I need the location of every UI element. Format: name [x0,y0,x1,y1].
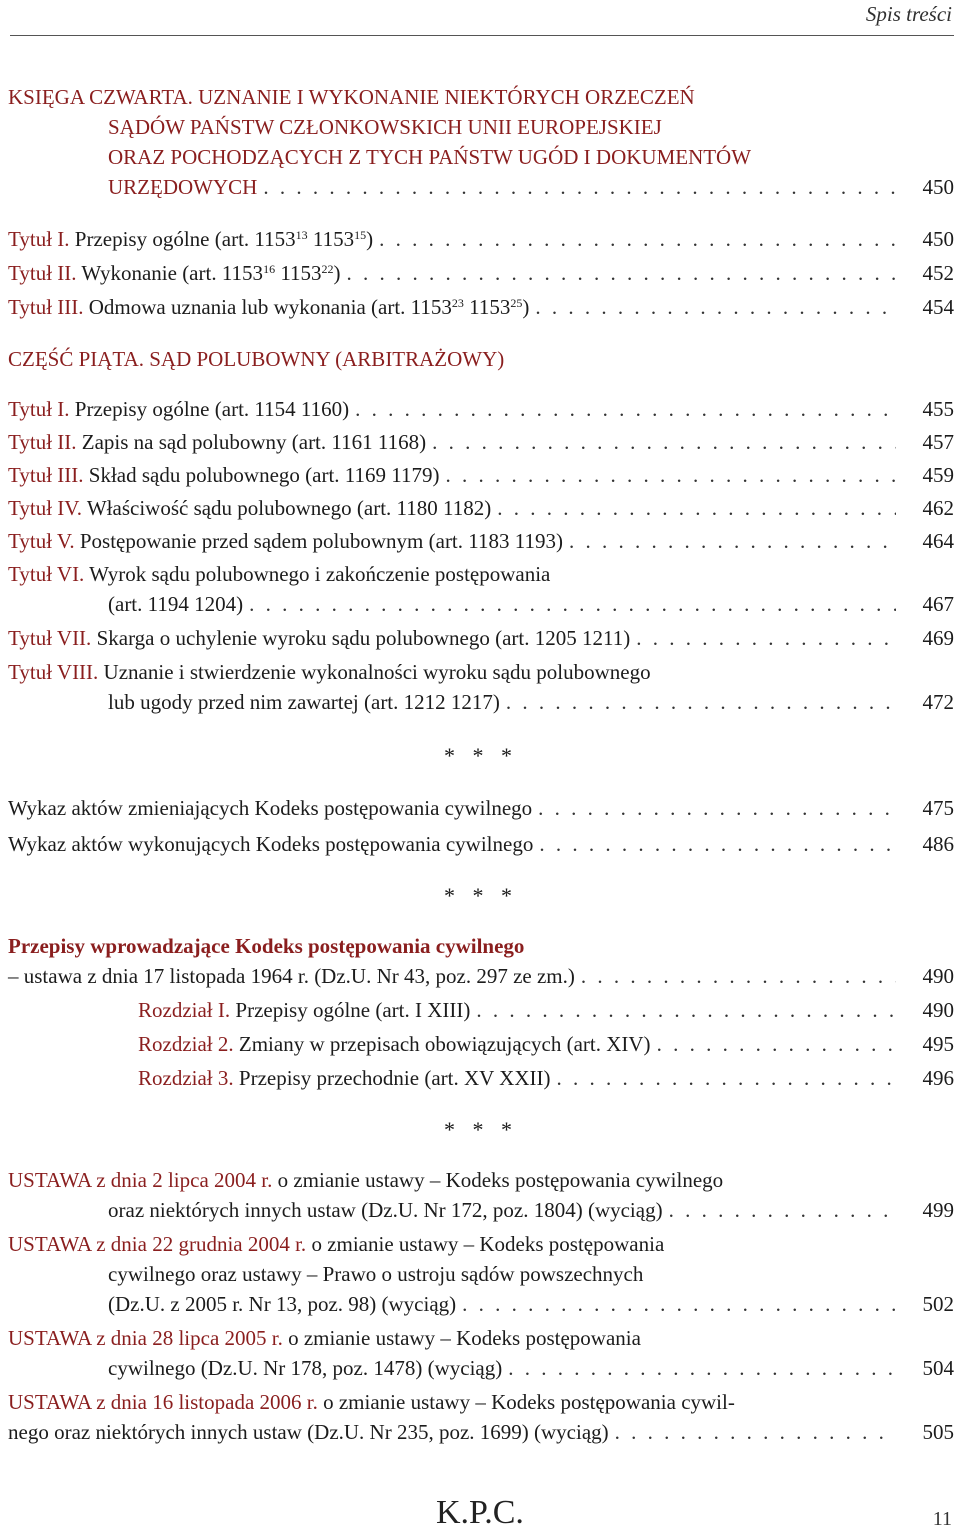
entry-text: Wykonanie (art. 1153 [76,261,264,285]
entry-label: Tytuł V. [8,529,75,553]
superscript: 25 [510,296,523,310]
dot-leader [615,1417,896,1447]
superscript: 15 [354,228,367,242]
entry-text: lub ugody przed nim zawartej (art. 1212 1217) [108,690,500,714]
dot-leader [497,493,896,523]
toc-entry-list[interactable] [8,793,954,823]
entry-text: cywilnego oraz ustawy – Prawo o ustroju sądów powszechnych [108,1262,644,1286]
entry-text: Zmiany w przepisach obowiązujących (art. XIV) [233,1032,651,1056]
entry-text: o zmianie ustawy – Kodeks postępowania cywilnego [272,1168,724,1192]
toc-entry-p5[interactable] [8,427,954,457]
entry-text: Postępowanie przed sądem polubownym (art. 1183 1193) [74,529,563,553]
toc-entry-list[interactable] [8,829,954,859]
entry-label: USTAWA z dnia 28 lipca 2005 r. [8,1326,283,1350]
header-rule [10,35,954,36]
footer-code: K.P.C. [436,1494,524,1531]
toc-entry-chapter[interactable] [8,1029,954,1059]
toc-entry-act[interactable] [8,1323,954,1383]
entry-text: oraz niektórych innych ustaw (Dz.U. Nr 172, poz. 1804) (wyciąg) [108,1198,663,1222]
toc-entry-p5-t7[interactable] [8,623,954,653]
toc-entry-act[interactable] [8,1387,954,1447]
entry-text: ) [522,295,530,319]
dot-leader [657,1029,896,1059]
entry-text: Uznanie i stwierdzenie wykonalności wyroku sądu polubownego [98,660,651,684]
book4-heading-line: ORAZ POCHODZĄCYCH Z TYCH PAŃSTW UGÓD I DOKUMENTÓW [108,145,752,169]
superscript: 13 [295,228,308,242]
toc-entry-b4-t3[interactable] [8,292,954,322]
dot-leader [355,394,896,424]
entry-text: Przepisy ogólne (art. 1154 1160) [69,397,350,421]
page-number: 502 [922,1292,954,1316]
entry-text: Wykaz aktów zmieniających Kodeks postępowania cywilnego [8,796,533,820]
section-separator: * * * [444,743,518,768]
entry-label: Rozdział 2. [138,1032,234,1056]
toc-entry-p5[interactable] [8,460,954,490]
toc-entry-intro[interactable] [8,961,954,991]
entry-label: Rozdział 3. [138,1066,234,1090]
dot-leader [535,292,896,322]
page-number: 496 [922,1066,954,1090]
toc-entry-p5[interactable] [8,493,954,523]
dot-leader [538,793,896,823]
entry-label: Tytuł VII. [8,626,92,650]
page-number: 505 [922,1420,954,1444]
dot-leader [539,829,896,859]
page-number: 452 [922,261,954,285]
toc-entry-act[interactable] [8,1229,954,1319]
entry-text: Przepisy ogólne (art. I XIII) [230,998,471,1022]
page-number: 499 [922,1198,954,1222]
entry-text: Wykaz aktów wykonujących Kodeks postępowania cywilnego [8,832,534,856]
page-number: 450 [922,227,954,251]
toc-entry-p5-t8[interactable] [8,657,954,717]
superscript: 22 [321,262,334,276]
entry-text: 1153 [307,227,355,251]
entry-label: Tytuł VIII. [8,660,99,684]
entry-text: Zapis na sąd polubowny (art. 1161 1168) [76,430,427,454]
entry-text: o zmianie ustawy – Kodeks postępowania [306,1232,665,1256]
entry-text: o zmianie ustawy – Kodeks postępowania cywil- [317,1390,735,1414]
entry-label: Tytuł III. [8,295,84,319]
book4-heading-line: KSIĘGA CZWARTA. UZNANIE I WYKONANIE NIEKTÓRYCH ORZECZEŃ [8,85,695,109]
entry-text: Wyrok sądu polubownego i zakończenie postępowania [84,562,551,586]
dot-leader [581,961,896,991]
entry-label: Rozdział I. [138,998,231,1022]
entry-text: Przepisy ogólne (art. 1153 [69,227,296,251]
dot-leader [263,172,896,202]
entry-label: Tytuł III. [8,463,84,487]
entry-label: Tytuł I. [8,397,70,421]
dot-leader [476,995,896,1025]
toc-entry-p5-t6[interactable] [8,559,954,619]
running-header: Spis treści [865,2,952,26]
dot-leader [508,1353,896,1383]
entry-label: Tytuł IV. [8,496,82,520]
page-number: 504 [922,1356,954,1380]
superscript: 23 [451,296,464,310]
entry-text: – ustawa z dnia 17 listopada 1964 r. (Dz.U. Nr 43, poz. 297 ze zm.) [8,964,575,988]
entry-text: ) [366,227,374,251]
toc-entry-b4-t1[interactable] [8,224,954,254]
intro-heading[interactable]: Przepisy wprowadzające Kodeks postępowania cywilnego [8,934,525,958]
section-separator: * * * [444,883,518,908]
toc-entry-chapter[interactable] [8,995,954,1025]
part5-heading[interactable]: CZĘŚĆ PIĄTA. SĄD POLUBOWNY (ARBITRAŻOWY) [8,347,505,371]
page-number: 490 [922,964,954,988]
dot-leader [462,1289,896,1319]
toc-entry-b4-t2[interactable] [8,258,954,288]
page-number: 475 [922,796,954,820]
dot-leader [446,460,897,490]
entry-text: 1153 [463,295,511,319]
dot-leader [636,623,896,653]
dot-leader [569,526,896,556]
entry-text: nego oraz niektórych innych ustaw (Dz.U. Nr 235, poz. 1699) (wyciąg) [8,1420,609,1444]
book4-heading[interactable] [8,82,954,202]
entry-label: Tytuł VI. [8,562,85,586]
toc-entry-p5[interactable] [8,394,954,424]
page-number: 464 [922,529,954,553]
table-of-contents [8,82,954,1447]
dot-leader [379,224,896,254]
page-number: 490 [922,998,954,1022]
page-number: 454 [922,295,954,319]
page-number: 462 [922,496,954,520]
entry-text: Skarga o uchylenie wyroku sądu polubownego (art. 1205 1211) [91,626,631,650]
entry-text: Odmowa uznania lub wykonania (art. 1153 [83,295,452,319]
entry-text: o zmianie ustawy – Kodeks postępowania [282,1326,641,1350]
entry-label: USTAWA z dnia 2 lipca 2004 r. [8,1168,273,1192]
toc-entry-chapter[interactable] [8,1063,954,1093]
page-number: 457 [922,430,954,454]
entry-text: Właściwość sądu polubownego (art. 1180 1182) [81,496,492,520]
toc-entry-act[interactable] [8,1165,954,1225]
toc-entry-p5[interactable] [8,526,954,556]
dot-leader [249,589,896,619]
page-number: 450 [922,175,954,199]
page-number: 472 [922,690,954,714]
entry-text: (Dz.U. z 2005 r. Nr 13, poz. 98) (wyciąg) [108,1292,457,1316]
entry-text: Przepisy przechodnie (art. XV XXII) [233,1066,551,1090]
dot-leader [347,258,896,288]
page-number: 469 [922,626,954,650]
superscript: 16 [263,262,276,276]
entry-label: Tytuł I. [8,227,70,251]
footer-page-number: 11 [932,1508,952,1530]
dot-leader [556,1063,896,1093]
book4-heading-line: URZĘDOWYCH [108,175,258,199]
entry-label: USTAWA z dnia 16 listopada 2006 r. [8,1390,318,1414]
page-number: 467 [922,592,954,616]
dot-leader [669,1195,896,1225]
book4-heading-line: SĄDÓW PAŃSTW CZŁONKOWSKICH UNII EUROPEJSKIEJ [108,115,662,139]
entry-label: Tytuł II. [8,261,77,285]
section-separator: * * * [444,1117,518,1142]
entry-text: Skład sądu polubownego (art. 1169 1179) [83,463,440,487]
page-number: 455 [922,397,954,421]
page-number: 486 [922,832,954,856]
entry-text: 1153 [275,261,322,285]
dot-leader [432,427,896,457]
page-number: 495 [922,1032,954,1056]
page-number: 459 [922,463,954,487]
entry-text: (art. 1194 1204) [108,592,244,616]
entry-text: ) [333,261,341,285]
dot-leader [506,687,896,717]
entry-label: Tytuł II. [8,430,77,454]
entry-text: cywilnego (Dz.U. Nr 178, poz. 1478) (wyciąg) [108,1356,503,1380]
entry-label: USTAWA z dnia 22 grudnia 2004 r. [8,1232,307,1256]
